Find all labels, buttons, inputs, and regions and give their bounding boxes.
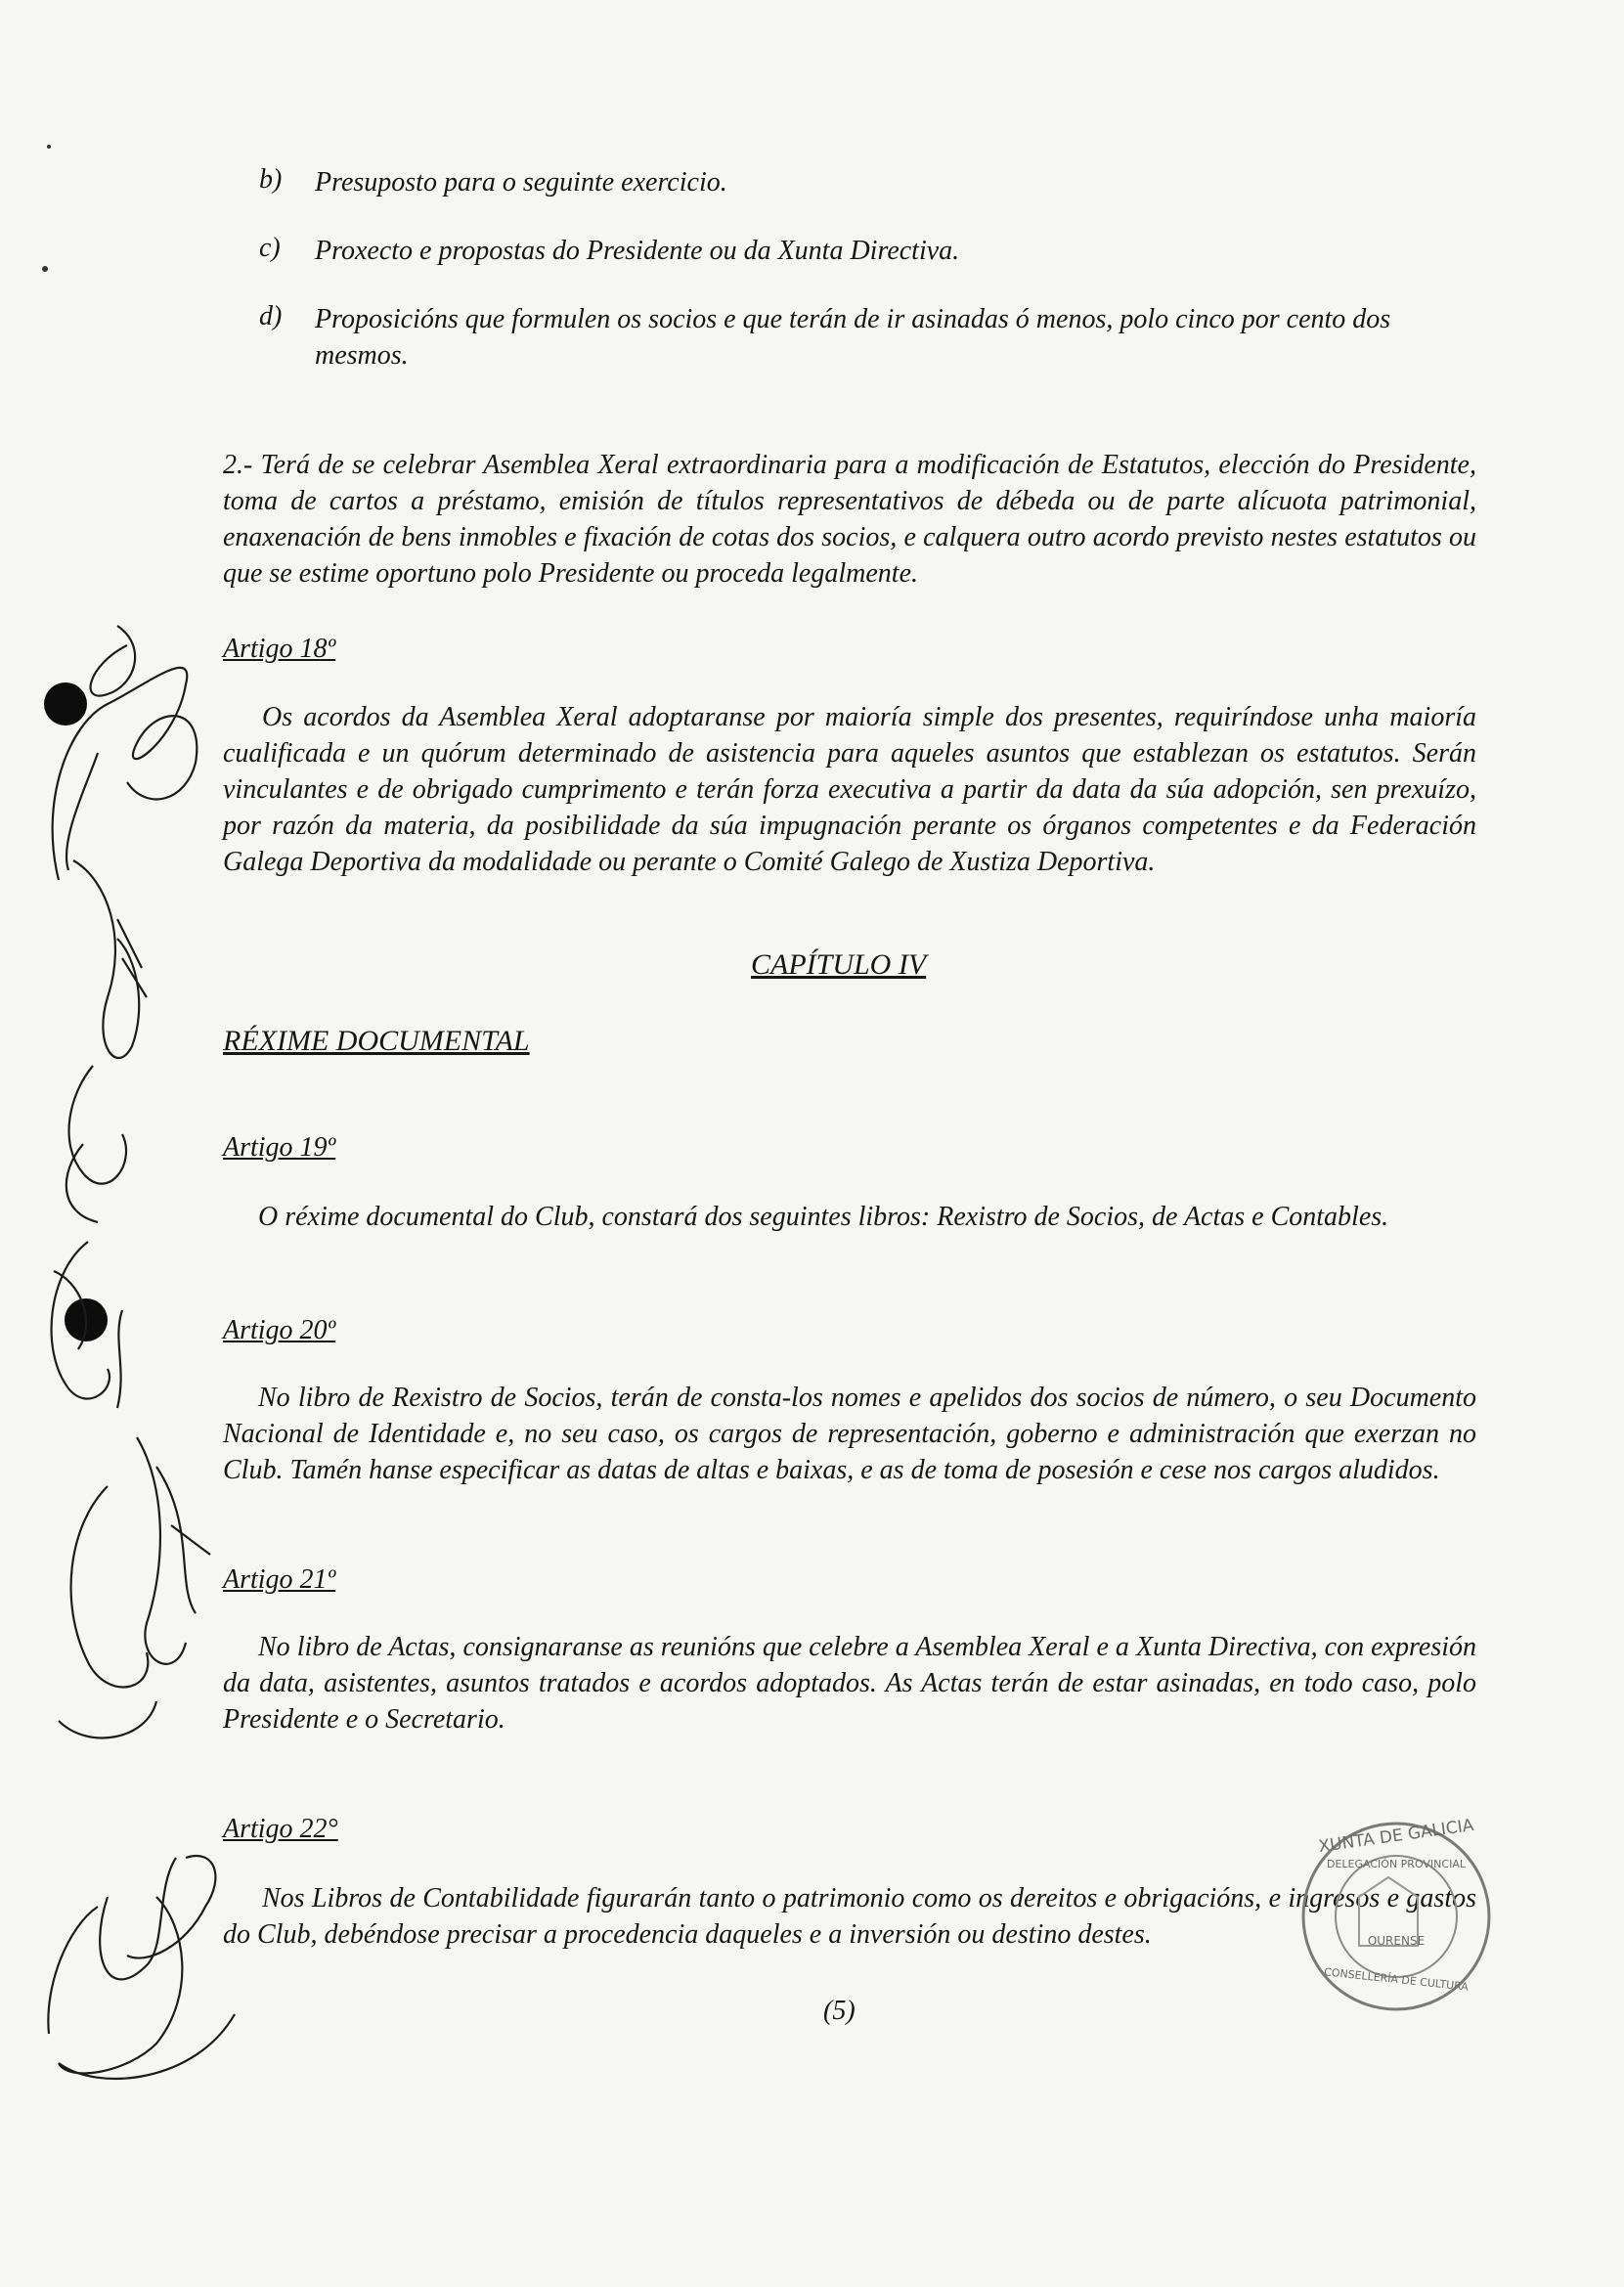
paragraph-2: 2.- Terá de se celebrar Asemblea Xeral extraordinaria para a modificación de Estatutos, elección do Presidente, toma de cartos a préstamo, emisión de títulos representativos de débeda ou de parte alícuota patrimonial, enaxenación de bens inmobles e fixación de cotas dos socios, e calquera outro acordo previsto nestes estatutos ou que se estime oportuno polo Presidente ou proceda legalmente. bbox=[223, 450, 1476, 589]
signature-2-icon bbox=[66, 860, 147, 1222]
artigo-19-text: O réxime documental do Club, constará dos seguintes libros: Rexistro de Socios, de Actas e Contables. bbox=[258, 1202, 1389, 1232]
stamp-bottom-text: CONSELLERÍA DE CULTURA bbox=[1323, 1965, 1470, 1994]
scan-dot bbox=[47, 145, 51, 149]
artigo-20-text: No libro de Rexistro de Socios, terán de consta-los nomes e apelidos dos socios de número, o seu Documento Nacional de Identidade e, no seu caso, os cargos de representación, goberno e administración que exerzan no Club. Tamén hanse especificar as datas de altas e baixas, e as de toma de posesión e cese nos cargos aludidos. bbox=[223, 1383, 1476, 1485]
artigo-18-text: Os acordos da Asemblea Xeral adoptaranse por maioría simple dos presentes, requiríndose unha maioría cualificada e un quórum determinado de asistencia para aqueles asuntos que establezan os estatutos. Serán vinculantes e de obrigado cumprimento e terán forza executiva a partir da data da súa adopción, sen prexuízo, por razón da materia, da posibilidade da súa impugnación perante os órganos competentes e da Federación Galega Deportiva da modalidade ou perante o Comité Galego de Xustiza Deportiva. bbox=[223, 702, 1476, 877]
artigo-21-text: No libro de Actas, consignaranse as reunións que celebre a Asemblea Xeral e a Xunta Directiva, con expresión da data, asistentes, asuntos tratados e acordos adoptados. As Actas terán de estar asinadas, en todo caso, polo Presidente e o Secretario. bbox=[223, 1632, 1476, 1735]
signature-5-icon bbox=[48, 1856, 235, 2079]
list-letter-c: c) bbox=[259, 233, 281, 263]
list-item-c: Proxecto e propostas do Presidente ou da Xunta Directiva. bbox=[315, 236, 960, 266]
page-number: (5) bbox=[823, 1996, 856, 2026]
punch-hole-icon bbox=[65, 1298, 108, 1341]
stamp-middle-text: DELEGACIÓN PROVINCIAL bbox=[1327, 1858, 1466, 1870]
scan-dot bbox=[42, 266, 48, 272]
list-letter-d: d) bbox=[259, 301, 283, 331]
artigo-19-heading: Artigo 19º bbox=[223, 1132, 336, 1163]
list-item-d: Proposicións que formulen os socios e que terán de ir asinadas ó menos, polo cinco por cento dos mesmos. bbox=[315, 304, 1391, 371]
signature-1-icon bbox=[53, 626, 198, 880]
chapter-title: RÉXIME DOCUMENTAL bbox=[223, 1025, 530, 1057]
list-letter-b: b) bbox=[259, 164, 283, 195]
artigo-22-text: Nos Libros de Contabilidade figurarán tanto o patrimonio como os dereitos e obrigacións, e ingresos e gastos do Club, debéndose precisar a procedencia daqueles e a inversión ou destino destes. bbox=[223, 1883, 1476, 1950]
signature-4-icon bbox=[59, 1437, 210, 1737]
stamp-top-text: XUNTA DE GALICIA bbox=[1317, 1815, 1475, 1858]
punch-hole-icon bbox=[44, 682, 87, 726]
artigo-18-heading: Artigo 18º bbox=[223, 634, 336, 664]
list-item-b: Presuposto para o seguinte exercicio. bbox=[315, 167, 727, 198]
signature-3-icon bbox=[52, 1242, 122, 1408]
chapter-number: CAPÍTULO IV bbox=[751, 948, 927, 981]
artigo-22-heading: Artigo 22° bbox=[223, 1814, 338, 1844]
artigo-20-heading: Artigo 20º bbox=[223, 1315, 336, 1345]
artigo-21-heading: Artigo 21º bbox=[223, 1564, 336, 1595]
stamp-city-text: OURENSE bbox=[1367, 1934, 1426, 1948]
